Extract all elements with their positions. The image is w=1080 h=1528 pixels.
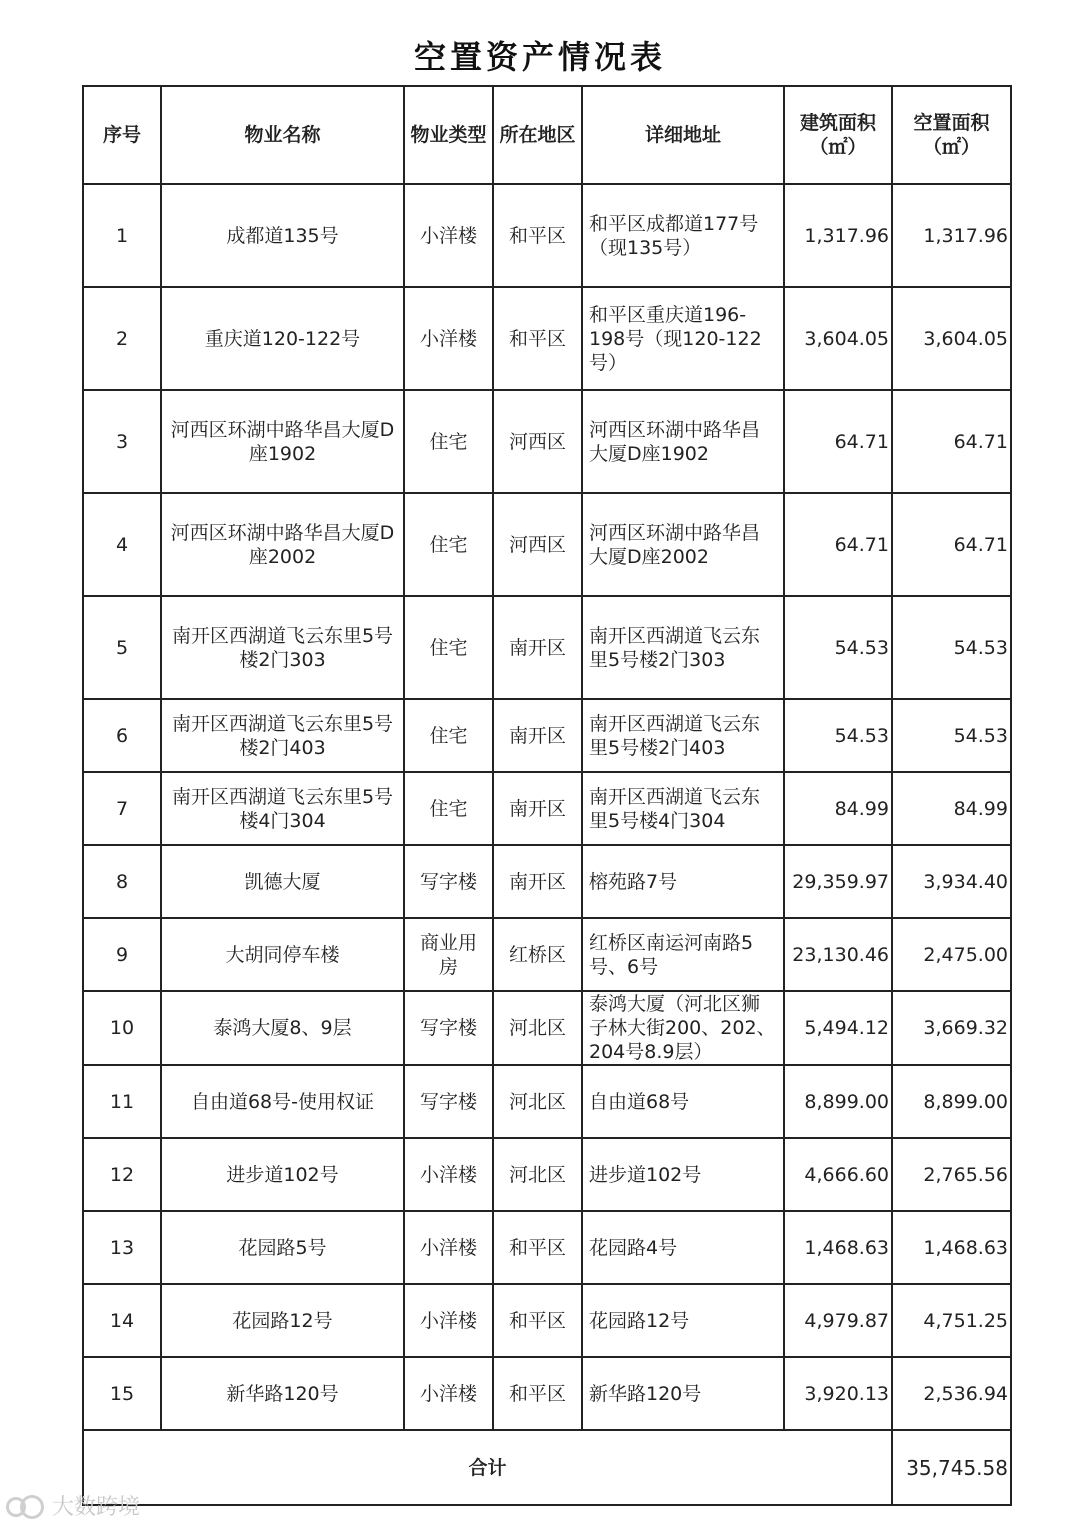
cell-vacant-area: 64.71	[892, 493, 1011, 596]
cell-type: 住宅	[404, 390, 493, 493]
cell-type: 小洋楼	[404, 1357, 493, 1430]
cell-name: 重庆道120-122号	[161, 287, 404, 390]
cell-district: 和平区	[493, 287, 582, 390]
table-row	[83, 772, 1011, 845]
header-type: 物业类型	[404, 86, 493, 184]
header-vacant-area	[892, 86, 1011, 184]
total-vacant-area: 35,745.58	[892, 1430, 1011, 1505]
cell-building-area: 54.53	[784, 699, 892, 772]
cell-district: 和平区	[493, 1357, 582, 1430]
cell-building-area: 23,130.46	[784, 918, 892, 991]
cell-address: 和平区成都道177号（现135号）	[582, 184, 784, 287]
cell-type: 小洋楼	[404, 1284, 493, 1357]
cell-district: 和平区	[493, 184, 582, 287]
table-row	[83, 699, 1011, 772]
cell-address: 南开区西湖道飞云东里5号楼2门303	[582, 596, 784, 699]
header-row	[83, 86, 1011, 184]
cell-building-area: 4,979.87	[784, 1284, 892, 1357]
cell-address: 花园路12号	[582, 1284, 784, 1357]
cell-building-area: 29,359.97	[784, 845, 892, 918]
cell-vacant-area: 84.99	[892, 772, 1011, 845]
cell-building-area: 1,468.63	[784, 1211, 892, 1284]
cell-district: 河西区	[493, 493, 582, 596]
cell-vacant-area: 1,317.96	[892, 184, 1011, 287]
cell-no: 5	[83, 596, 161, 699]
cell-district: 南开区	[493, 772, 582, 845]
cell-name: 河西区环湖中路华昌大厦D座1902	[161, 390, 404, 493]
cell-vacant-area: 3,604.05	[892, 287, 1011, 390]
cell-building-area: 84.99	[784, 772, 892, 845]
cell-address: 南开区西湖道飞云东里5号楼2门403	[582, 699, 784, 772]
cell-no: 4	[83, 493, 161, 596]
cell-no: 12	[83, 1138, 161, 1211]
cell-type: 小洋楼	[404, 1211, 493, 1284]
cell-address: 南开区西湖道飞云东里5号楼4门304	[582, 772, 784, 845]
cell-district: 红桥区	[493, 918, 582, 991]
header-vacant-area-label: 空置面积	[913, 112, 990, 134]
cell-name: 大胡同停车楼	[161, 918, 404, 991]
table-row	[83, 493, 1011, 596]
header-building-area-unit: （㎡）	[809, 136, 867, 158]
vacant-asset-table	[82, 85, 1012, 1506]
cell-vacant-area: 3,669.32	[892, 991, 1011, 1065]
cell-no: 9	[83, 918, 161, 991]
cell-address: 自由道68号	[582, 1065, 784, 1138]
cell-address: 河西区环湖中路华昌大厦D座2002	[582, 493, 784, 596]
table-row	[83, 287, 1011, 390]
cell-vacant-area: 64.71	[892, 390, 1011, 493]
cell-building-area: 8,899.00	[784, 1065, 892, 1138]
cell-address: 红桥区南运河南路5号、6号	[582, 918, 784, 991]
cell-building-area: 64.71	[784, 493, 892, 596]
cell-district: 和平区	[493, 1284, 582, 1357]
table-row	[83, 1284, 1011, 1357]
cell-building-area: 1,317.96	[784, 184, 892, 287]
cell-no: 7	[83, 772, 161, 845]
header-name: 物业名称	[161, 86, 404, 184]
cell-type: 住宅	[404, 596, 493, 699]
cell-type: 小洋楼	[404, 184, 493, 287]
cell-vacant-area: 4,751.25	[892, 1284, 1011, 1357]
cell-type: 住宅	[404, 493, 493, 596]
cell-district: 南开区	[493, 699, 582, 772]
cell-no: 15	[83, 1357, 161, 1430]
table-row	[83, 918, 1011, 991]
cell-building-area: 54.53	[784, 596, 892, 699]
cell-type: 小洋楼	[404, 287, 493, 390]
watermark	[6, 1490, 140, 1521]
cell-name: 南开区西湖道飞云东里5号楼4门304	[161, 772, 404, 845]
cell-building-area: 3,604.05	[784, 287, 892, 390]
cell-address: 新华路120号	[582, 1357, 784, 1430]
cell-type: 写字楼	[404, 845, 493, 918]
cell-vacant-area: 54.53	[892, 699, 1011, 772]
header-district: 所在地区	[493, 86, 582, 184]
cell-no: 13	[83, 1211, 161, 1284]
table-row	[83, 184, 1011, 287]
cell-district: 河北区	[493, 1138, 582, 1211]
cell-no: 11	[83, 1065, 161, 1138]
table-row	[83, 1065, 1011, 1138]
cell-district: 河西区	[493, 390, 582, 493]
cell-address: 花园路4号	[582, 1211, 784, 1284]
cell-district: 河北区	[493, 991, 582, 1065]
cell-address: 和平区重庆道196-198号（现120-122号）	[582, 287, 784, 390]
total-row	[83, 1430, 1011, 1505]
cell-vacant-area: 1,468.63	[892, 1211, 1011, 1284]
table-row	[83, 845, 1011, 918]
cell-building-area: 3,920.13	[784, 1357, 892, 1430]
table-row	[83, 991, 1011, 1065]
cell-vacant-area: 2,475.00	[892, 918, 1011, 991]
cell-name: 南开区西湖道飞云东里5号楼2门303	[161, 596, 404, 699]
cell-building-area: 4,666.60	[784, 1138, 892, 1211]
cell-no: 2	[83, 287, 161, 390]
cell-type: 写字楼	[404, 991, 493, 1065]
cell-name: 泰鸿大厦8、9层	[161, 991, 404, 1065]
cell-name: 进步道102号	[161, 1138, 404, 1211]
table-row	[83, 1357, 1011, 1430]
header-address: 详细地址	[582, 86, 784, 184]
cell-type: 写字楼	[404, 1065, 493, 1138]
cell-building-area: 64.71	[784, 390, 892, 493]
cell-name: 新华路120号	[161, 1357, 404, 1430]
cell-vacant-area: 2,536.94	[892, 1357, 1011, 1430]
cell-name: 河西区环湖中路华昌大厦D座2002	[161, 493, 404, 596]
cell-building-area: 5,494.12	[784, 991, 892, 1065]
cell-district: 南开区	[493, 845, 582, 918]
cell-name: 花园路5号	[161, 1211, 404, 1284]
cell-name: 南开区西湖道飞云东里5号楼2门403	[161, 699, 404, 772]
cell-vacant-area: 54.53	[892, 596, 1011, 699]
cell-vacant-area: 2,765.56	[892, 1138, 1011, 1211]
cell-address: 河西区环湖中路华昌大厦D座1902	[582, 390, 784, 493]
cell-name: 自由道68号-使用权证	[161, 1065, 404, 1138]
table-row	[83, 596, 1011, 699]
cell-no: 8	[83, 845, 161, 918]
cell-vacant-area: 8,899.00	[892, 1065, 1011, 1138]
watermark-logo-icon	[6, 1493, 46, 1519]
cell-district: 和平区	[493, 1211, 582, 1284]
watermark-text: 大数跨境	[52, 1495, 141, 1520]
header-vacant-area-unit: （㎡）	[922, 136, 980, 158]
cell-no: 3	[83, 390, 161, 493]
header-building-area	[784, 86, 892, 184]
table-row	[83, 390, 1011, 493]
cell-vacant-area: 3,934.40	[892, 845, 1011, 918]
header-no: 序号	[83, 86, 161, 184]
table-row	[83, 1211, 1011, 1284]
cell-name: 凯德大厦	[161, 845, 404, 918]
cell-no: 14	[83, 1284, 161, 1357]
cell-type: 住宅	[404, 772, 493, 845]
cell-address: 泰鸿大厦（河北区狮子林大街200、202、204号8.9层）	[582, 991, 784, 1065]
table-row	[83, 1138, 1011, 1211]
cell-no: 10	[83, 991, 161, 1065]
page-title: 空置资产情况表	[413, 38, 666, 76]
header-building-area-label: 建筑面积	[799, 112, 876, 134]
cell-no: 6	[83, 699, 161, 772]
cell-address: 进步道102号	[582, 1138, 784, 1211]
cell-district: 南开区	[493, 596, 582, 699]
total-label: 合计	[83, 1430, 892, 1505]
cell-district: 河北区	[493, 1065, 582, 1138]
cell-type: 商业用房	[404, 918, 493, 991]
cell-name: 花园路12号	[161, 1284, 404, 1357]
cell-type: 小洋楼	[404, 1138, 493, 1211]
cell-address: 榕苑路7号	[582, 845, 784, 918]
cell-type: 住宅	[404, 699, 493, 772]
cell-name: 成都道135号	[161, 184, 404, 287]
cell-no: 1	[83, 184, 161, 287]
